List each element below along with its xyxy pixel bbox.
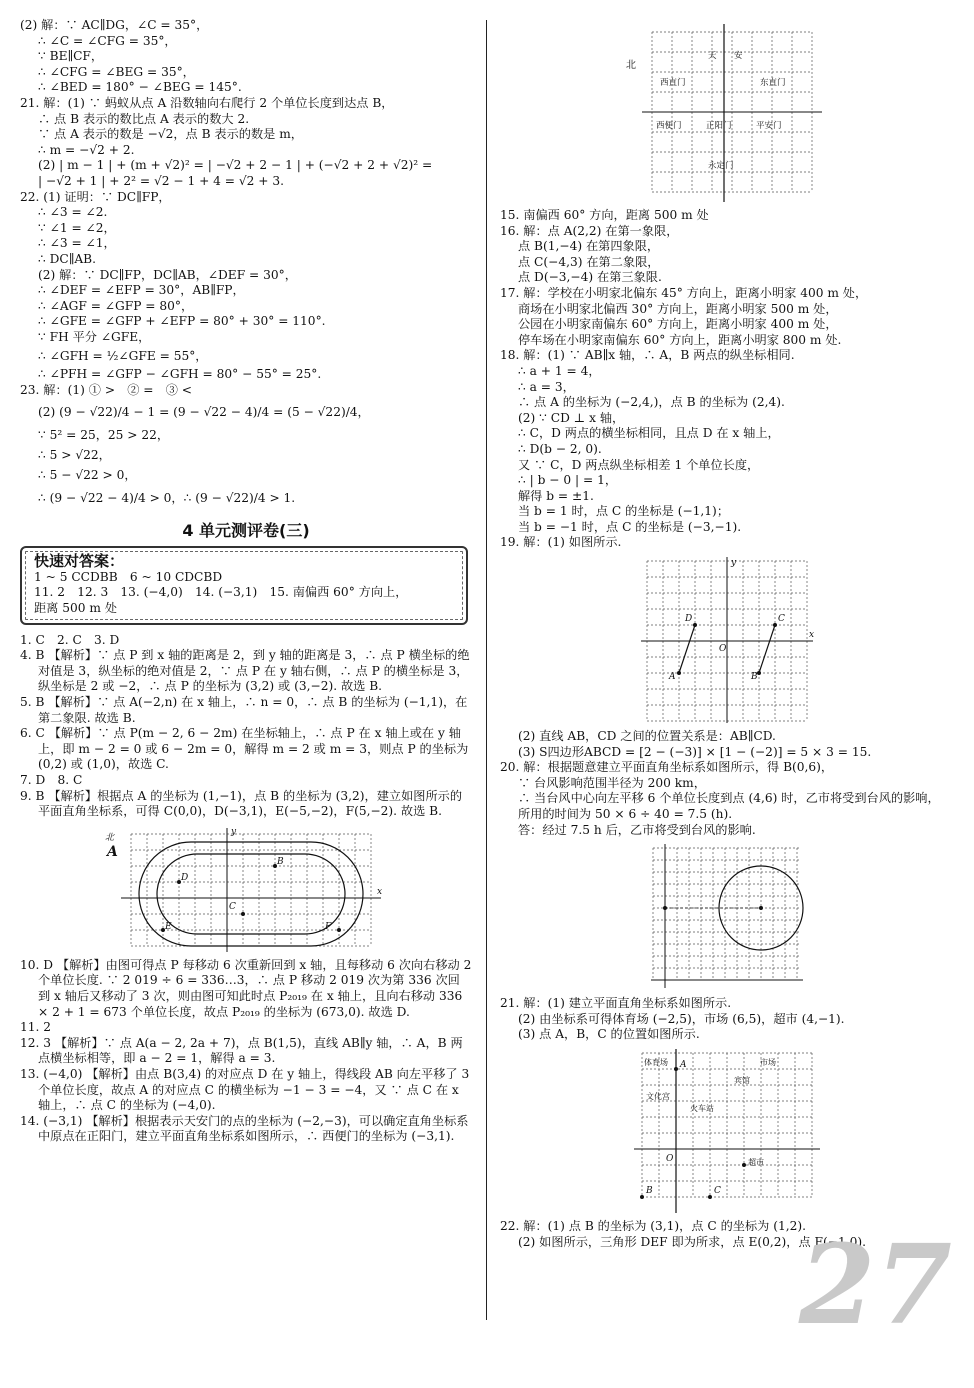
text-line: ∴ ∠GFE = ∠GFP + ∠EFP = 80° + 30° = 110°.: [38, 314, 326, 329]
north-arrow-label: A: [107, 843, 118, 860]
place-label: 宾馆: [734, 1076, 750, 1085]
typhoon-grid-figure: [647, 842, 807, 992]
text-paragraph: 12. 3 【解析】∵ 点 A(a − 2, 2a + 7)，点 B(1,5)，直线 AB∥y 轴，∴ A，B 两点横坐标相等，即 a − 2 = 1，解得 a = 3.: [20, 1035, 463, 1066]
text-line: 17. 解：学校在小明家北偏东 45° 方向上，距离小明家 400 m 处，: [500, 285, 868, 300]
point-d-label: D: [685, 614, 693, 625]
text-line: ∴ ∠3 = ∠1，: [38, 236, 116, 251]
map-label: 永定门: [708, 161, 734, 171]
text-line: ∴ ∠BED = 180° − ∠BEG = 145°.: [38, 80, 242, 95]
quick-answer-line: 距离 500 m 处: [34, 601, 118, 616]
text-line: 22. (1) 证明：∵ DC∥FP，: [20, 189, 171, 204]
city-places-figure: [632, 1047, 822, 1215]
text-line: 又 ∵ C，D 两点纵坐标相差 1 个单位长度，: [518, 457, 760, 472]
text-line: 当 b = −1 时，点 C 的坐标是 (−3,−1).: [518, 519, 742, 534]
text-line: ∴ D(b − 2, 0).: [518, 441, 602, 456]
point-b-label: B: [277, 856, 284, 867]
text-line: 22. 解：(1) 点 B 的坐标为 (3,1)，点 C 的坐标为 (1,2).: [500, 1219, 807, 1233]
text-line: 点 B(1,−4) 在第四象限，: [518, 239, 660, 254]
text-paragraph: 14. (−3,1) 【解析】根据表示天安门的点的坐标为 (−2,−3)，可以确定直角坐标系中原点在正阳门，建立平面直角坐标系如图所示，∴ 西便门的坐标为 (−3,1).: [20, 1113, 469, 1144]
text-line: ∴ 5 − √22 > 0，: [38, 467, 137, 482]
answers-right-block-3: [500, 996, 954, 1043]
text-line: ∴ 点 B 表示的数比点 A 表示的数大 2.: [38, 111, 250, 126]
text-line: ∴ ∠PFH = ∠GFP − ∠GFH = 80° − 55° = 25°.: [38, 367, 322, 382]
text-line: ∴ ∠3 = ∠2.: [38, 205, 108, 220]
map-label: 天: [708, 51, 717, 61]
place-label: 市场: [760, 1058, 776, 1067]
place-label: 超市: [748, 1158, 764, 1167]
text-line: ∵ 点 A 表示的数是 −√2，点 B 表示的数是 m，: [38, 127, 303, 142]
text-line: ∴ m = −√2 + 2.: [38, 142, 135, 157]
point-c-label: C: [229, 901, 236, 912]
point-c-label: C: [778, 614, 785, 625]
north-label: 北: [626, 60, 636, 71]
text-line: 点 D(−3,−4) 在第三象限.: [518, 270, 662, 285]
point-b-label: B: [646, 1186, 653, 1196]
right-column: [500, 0, 954, 1250]
text-paragraph: 4. B 【解析】∵ 点 P 到 x 轴的距离是 2，到 y 轴的距离是 3，∴ 点 P 横坐标的绝对值是 3，纵坐标的绝对值是 2，∵ 点 P 在 y 轴右侧，∴ 点 P 的横坐标是 3，纵坐标是 2 或 −2，∴ 点 P 的坐标为 (3,2) 或 (3,−2). 故选 B.: [20, 648, 470, 694]
text-line: (3) S四边形ABCD = [2 − (−3)] × [1 − (−2)] = 5 × 3 = 15.: [518, 744, 872, 759]
quick-answers-title: 快速对答案：: [34, 552, 125, 571]
text-line: ∵ ∠1 = ∠2，: [38, 220, 116, 235]
origin-label: O: [719, 644, 727, 655]
map-label: 安: [734, 51, 743, 61]
text-line: 18. 解：(1) ∵ AB∥x 轴，∴ A，B 两点的纵坐标相同.: [500, 348, 795, 363]
text-line: ∵ FH 平分 ∠GFE，: [38, 329, 151, 344]
text-paragraph: 13. (−4,0) 【解析】由点 B(3,4) 的对应点 D 在 y 轴上，得线段 AB 向左平移了 3 个单位长度，故点 A 的对应点 C 的横坐标为 −1 − 3 = −4，又 ∵ 点 C 在 x 轴上，∴ 点 C 的坐标为 (−4,0).: [20, 1066, 470, 1113]
text-line: 停车场在小明家南偏东 60° 方向上，距离小明家 800 m 处.: [518, 332, 842, 347]
text-paragraph: 10. D 【解析】由图可得点 P 每移动 6 次重新回到 x 轴，且每移动 6 次向右移动 2 个单位长度. ∵ 2 019 ÷ 6 = 336…3，∴ 点 P 移动 2 019 次为第 336 次回到 x 轴后又移动了 3 次，则由图可知此时点 P₂₀₁₉ 在 x 轴上，且向右移动 336 × 2 + 1 = 673 个单位长度，故点 P₂₀₁₉ 的坐标为 (673,0). 故选 D.: [20, 957, 472, 1019]
text-line: ∴ a + 1 = 4，: [518, 363, 601, 378]
text-line: 19. 解：(1) 如图所示.: [500, 535, 622, 550]
column-divider: [486, 20, 487, 1320]
text-line: 所用的时间为 50 × 6 ÷ 40 = 7.5 (h).: [518, 807, 733, 822]
text-line: ∴ C，D 两点的横坐标相同，且点 D 在 x 轴上，: [518, 426, 780, 441]
point-a-label: A: [669, 672, 676, 683]
page-number: 27: [798, 1220, 952, 1349]
north-label: 北: [105, 832, 115, 843]
stadium-coordinate-figure: [101, 824, 391, 954]
text-line: 解得 b = ±1.: [518, 488, 594, 503]
x-axis-label: x: [377, 886, 383, 897]
text-line: ∴ 点 A 的坐标为 (−2,4,)，点 B 的坐标为 (2,4).: [518, 395, 785, 410]
x-axis-label: x: [809, 630, 815, 641]
answers-right-block-1: [500, 208, 954, 551]
quick-answer-line: 1 ~ 5 CCDBB 6 ~ 10 CDCBD: [34, 569, 223, 584]
map-label: 东直门: [760, 78, 786, 88]
quick-answers-box: [20, 546, 468, 624]
section-title: 4 单元测评卷(三): [182, 520, 310, 540]
point-d-label: D: [181, 872, 189, 883]
text-line: 商场在小明家北偏西 30° 方向上，距离小明家 500 m 处，: [518, 301, 838, 316]
map-label: 平安门: [756, 121, 782, 131]
text-line: ∴ ∠C = ∠CFG = 35°，: [38, 33, 177, 48]
answers-right-block-2: [500, 729, 954, 838]
text-line: (2) 解：∵ AC∥DG，∠C = 35°，: [20, 18, 209, 32]
text-line: ∵ BE∥CF，: [38, 49, 104, 64]
text-line: 23. 解：(1) ① > ② = ③ <: [20, 383, 192, 398]
text-paragraph: 6. C 【解析】∵ 点 P(m − 2, 6 − 2m) 在坐标轴上，∴ 点 P 在 x 轴上或在 y 轴上，即 m − 2 = 0 或 6 − 2m = 0，解得 m = 2 或 m = 3，则点 P 的坐标为 (0,2) 或 (1,0)，故选 C.: [20, 726, 469, 772]
quadrilateral-grid-figure: [637, 555, 817, 725]
text-line: 答：经过 7.5 h 后，乙市将受到台风的影响.: [518, 822, 756, 837]
text-line: ∴ ∠AGF = ∠GFP = 80°，: [38, 298, 194, 313]
text-line: (3) 点 A，B，C 的位置如图所示.: [518, 1027, 700, 1042]
point-e-label: E: [165, 921, 172, 932]
y-axis-label: y: [231, 826, 237, 837]
text-line: ∴ DC∥AB.: [38, 251, 96, 266]
text-line: 21. 解：(1) ∵ 蚂蚁从点 A 沿数轴向右爬行 2 个单位长度到达点 B，: [20, 95, 394, 110]
text-line: (2) 由坐标系可得体育场 (−2,5)，市场 (6,5)，超市 (4,−1).: [518, 1011, 845, 1026]
text-paragraph: ∴ 当台风中心向左平移 6 个单位长度到点 (4,6) 时，乙市将受到台风的影响，: [518, 791, 940, 806]
y-axis-label: y: [731, 558, 737, 569]
text-line: ∴ ∠CFG = ∠BEG = 35°，: [38, 64, 195, 79]
text-line: 11. 2: [20, 1020, 52, 1035]
text-line: ∴ a = 3，: [518, 379, 575, 394]
point-f-label: F: [325, 921, 332, 932]
place-label: 火车站: [690, 1104, 714, 1113]
text-line: (2) 如图所示，三角形 DEF 即为所求，点 E(0,2)，点 F(−1,0).: [518, 1234, 866, 1249]
text-line: 当 b = 1 时，点 C 的坐标是 (−1,1)；: [518, 504, 730, 519]
text-line: 20. 解：根据题意建立平面直角坐标系如图所示，得 B(0,6)，: [500, 760, 834, 775]
text-line: (2) ∵ CD ⊥ x 轴，: [518, 410, 625, 425]
text-line: ∴ | b − 0 | = 1，: [518, 473, 618, 488]
answers-block-3: [20, 958, 472, 1145]
text-line: | −√2 + 1 | + 2² = √2 − 1 + 4 = √2 + 3.: [38, 173, 284, 188]
answers-block-1: [20, 18, 472, 511]
text-paragraph: 5. B 【解析】∵ 点 A(−2,n) 在 x 轴上，∴ n = 0，∴ 点 B 的坐标为 (−1,1)，在第二象限. 故选 B.: [20, 695, 468, 725]
answers-block-2: [20, 633, 472, 820]
text-line: 1. C 2. C 3. D: [20, 632, 120, 647]
text-line: 16. 解：点 A(2,2) 在第一象限，: [500, 223, 679, 238]
text-line: (2) 解：∵ DC∥FP，DC∥AB，∠DEF = 30°，: [38, 267, 297, 282]
city-map-figure: [622, 22, 832, 204]
point-a-label: A: [680, 1060, 687, 1070]
text-line: ∴ ∠GFH = ½∠GFE = 55°，: [38, 349, 208, 364]
point-c-label: C: [714, 1186, 721, 1196]
text-line: ∵ 台风影响范围半径为 200 km，: [518, 775, 706, 790]
text-line: ∴ ∠DEF = ∠EFP = 30°，AB∥FP，: [38, 283, 245, 298]
map-label: 西直门: [660, 78, 686, 88]
point-b-label: B: [751, 672, 758, 683]
left-column: [20, 0, 472, 1145]
text-line: 公园在小明家南偏东 60° 方向上，距离小明家 400 m 处，: [518, 317, 838, 332]
text-line: (2) 直线 AB，CD 之间的位置关系是：AB∥CD.: [518, 729, 776, 744]
text-line: 点 C(−4,3) 在第二象限，: [518, 254, 660, 269]
text-line: 7. D 8. C: [20, 772, 83, 787]
text-line: 21. 解：(1) 建立平面直角坐标系如图所示.: [500, 996, 732, 1011]
map-label: 西便门: [656, 121, 682, 131]
quick-answer-line: 11. 2 12. 3 13. (−4,0) 14. (−3,1) 15. 南偏西 60° 方向上，: [34, 585, 408, 600]
origin-label: O: [666, 1154, 674, 1164]
text-line: ∴ 5 > √22，: [38, 447, 111, 462]
place-label: 体育场: [644, 1058, 668, 1067]
map-label: 正阳门: [706, 121, 732, 131]
place-label: 文化宫: [646, 1092, 670, 1101]
text-line: (2) (9 − √22)/4 − 1 = (9 − √22 − 4)/4 = (5 − √22)/4，: [38, 404, 370, 419]
text-line: ∴ (9 − √22 − 4)/4 > 0，∴ (9 − √22)/4 > 1.: [38, 490, 296, 505]
text-paragraph: 9. B 【解析】根据点 A 的坐标为 (1,−1)，点 B 的坐标为 (3,2)，建立如图所示的平面直角坐标系，可得 C(0,0)，D(−3,1)，E(−5,−2)，F(5,−2). 故选 B.: [20, 788, 463, 819]
text-line: (2) | m − 1 | + (m + √2)² = | −√2 + 2 − 1 | + (−√2 + 2 + √2)² =: [38, 158, 433, 173]
text-line: 15. 南偏西 60° 方向，距离 500 m 处: [500, 208, 709, 222]
text-line: ∵ 5² = 25，25 > 22，: [38, 427, 170, 442]
